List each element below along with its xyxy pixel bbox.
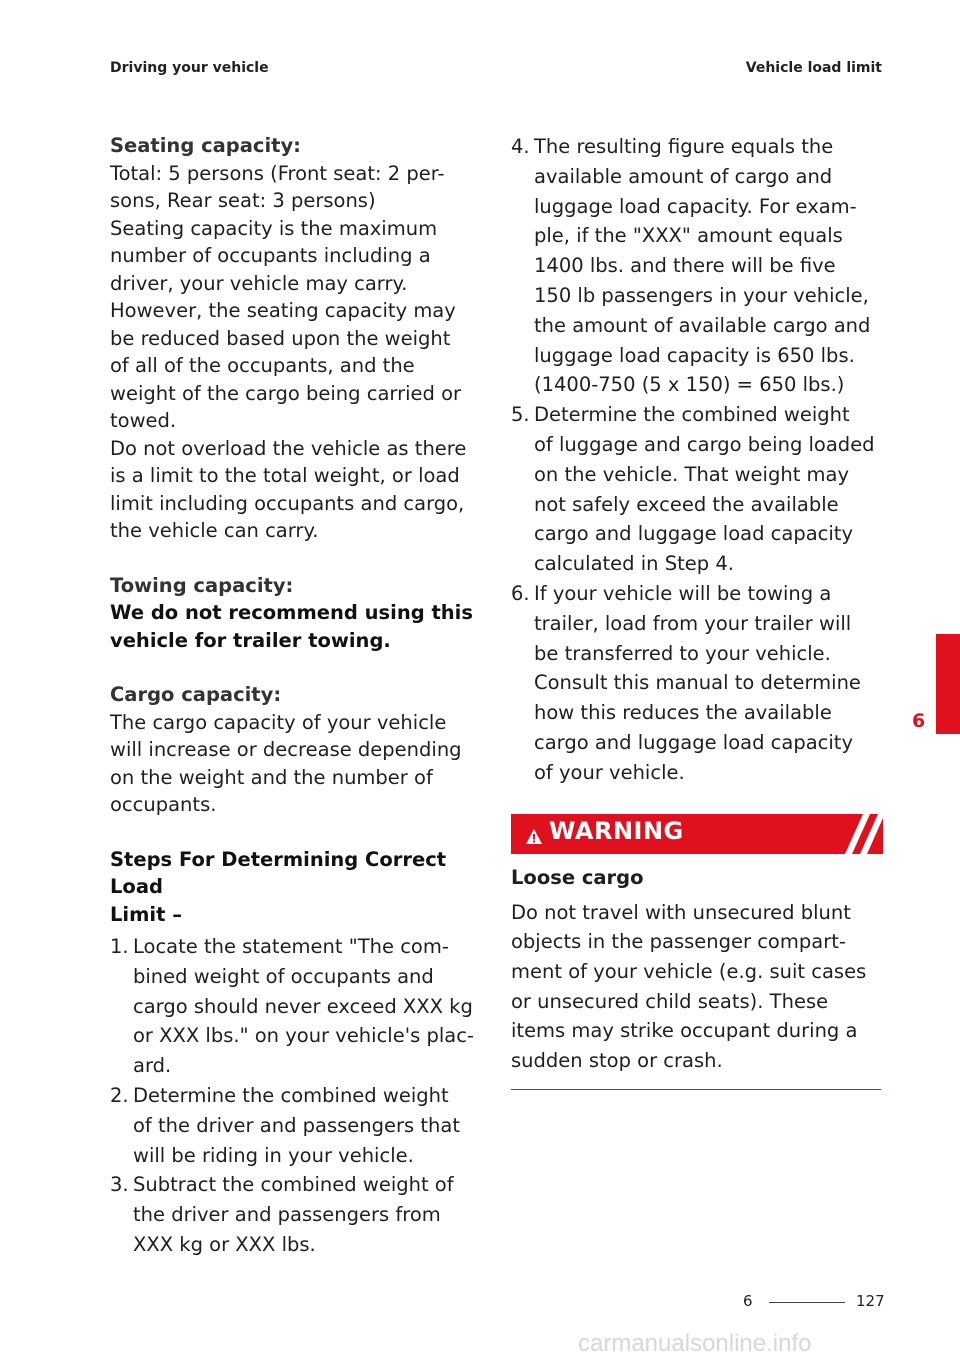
warning-line: items may strike occupant during a [511, 1019, 858, 1043]
seating-line: number of occupants including a [110, 244, 431, 267]
list-item [110, 1170, 478, 1259]
seating-line: driver, your vehicle may carry. [110, 271, 408, 295]
running-header-section: Driving your vehicle [110, 60, 269, 76]
step-line: cargo and luggage load capacity [534, 522, 853, 546]
step-line: the driver and passengers from [133, 1203, 441, 1227]
step-line: of your vehicle. [534, 760, 685, 784]
running-header-topic: Vehicle load limit [745, 60, 882, 76]
steps-heading: Limit – [110, 902, 182, 926]
towing-line: vehicle for trailer towing. [110, 628, 391, 652]
warning-line: or unsecured child seats). These [511, 989, 829, 1013]
footer-page-number: 127 [856, 1292, 885, 1310]
step-line: trailer, load from your trailer will [534, 611, 852, 635]
step-line: luggage load capacity is 650 lbs. [534, 343, 855, 367]
left-column [110, 132, 478, 1260]
step-line: (1400-750 (5 x 150) = 650 lbs.) [534, 373, 845, 397]
step-line: 1400 lbs. and there will be five [534, 254, 836, 278]
step-number: 4. [511, 135, 530, 158]
step-line: 150 lb passengers in your vehicle, [534, 283, 869, 307]
list-item [110, 1081, 478, 1170]
seating-line: weight of the cargo being carried or [110, 381, 462, 405]
slash-decoration-icon [823, 814, 883, 854]
step-line: the amount of available cargo and [534, 313, 871, 337]
footer-divider [769, 1302, 845, 1303]
right-column [511, 132, 883, 1090]
step-number: 2. [110, 1083, 129, 1107]
warning-body [511, 898, 883, 1076]
cargo-line: will increase or decrease depending [110, 738, 462, 761]
step-line: not safely exceed the available [534, 492, 839, 516]
step-line: ard. [133, 1054, 172, 1078]
step-line: will be riding in your vehicle. [133, 1143, 414, 1167]
step-line: If your vehicle will be towing a [534, 581, 832, 605]
warning-line: Do not travel with unsecured blunt [511, 900, 851, 924]
step-line: calculated in Step 4. [534, 552, 734, 576]
step-line: Consult this manual to determine [534, 671, 861, 695]
seating-line: Do not overload the vehicle as there [110, 436, 467, 460]
towing-line: We do not recommend using this [110, 601, 473, 624]
seating-line: However, the seating capacity may [110, 299, 456, 322]
seating-line: sons, Rear seat: 3 persons) [110, 189, 376, 212]
seating-line: towed. [110, 409, 177, 432]
warning-title: Loose cargo [511, 865, 644, 889]
step-line: be transferred to your vehicle. [534, 641, 831, 665]
steps-list-right [511, 132, 883, 788]
warning-end-rule [511, 1089, 881, 1090]
steps-list-left [110, 932, 478, 1260]
step-line: ple, if the "XXX" amount equals [534, 224, 843, 248]
step-line: of luggage and cargo being loaded [534, 432, 875, 456]
seating-body [110, 160, 478, 545]
step-number: 1. [110, 935, 129, 958]
step-line: Locate the statement "The com- [133, 935, 449, 958]
seating-line: limit including occupants and cargo, [110, 491, 465, 515]
warning-line: ment of your vehicle (e.g. suit cases [511, 959, 867, 983]
seating-line: Seating capacity is the maximum [110, 216, 438, 240]
list-item [511, 132, 883, 400]
step-line: available amount of cargo and [534, 164, 833, 188]
cargo-line: occupants. [110, 793, 217, 816]
step-line: or XXX lbs." on your vehicle's plac- [133, 1024, 474, 1048]
cargo-line: The cargo capacity of your vehicle [110, 710, 447, 734]
step-line: Determine the combined weight [534, 403, 850, 427]
step-line: Subtract the combined weight of [133, 1173, 454, 1197]
seating-line: Total: 5 persons (Front seat: 2 per- [110, 161, 445, 185]
seating-line: is a limit to the total weight, or load [110, 464, 460, 487]
step-line: how this reduces the available [534, 701, 832, 725]
step-line: on the vehicle. That weight may [534, 462, 850, 486]
cargo-line: on the weight and the number of [110, 765, 433, 789]
list-item [511, 579, 883, 788]
seating-heading: Seating capacity: [110, 134, 301, 157]
steps-heading: Steps For Determining Correct Load [110, 847, 447, 898]
step-line: cargo and luggage load capacity [534, 730, 853, 754]
footer-chapter-number: 6 [743, 1292, 753, 1310]
cargo-heading: Cargo capacity: [110, 683, 282, 706]
towing-heading: Towing capacity: [110, 573, 294, 597]
warning-line: sudden stop or crash. [511, 1049, 723, 1073]
step-line: luggage load capacity. For exam- [534, 194, 857, 218]
seating-line: of all of the occupants, and the [110, 354, 415, 377]
step-line: The resulting figure equals the [534, 135, 834, 158]
step-line: bined weight of occupants and [133, 964, 434, 988]
list-item [511, 400, 883, 579]
step-number: 6. [511, 581, 530, 605]
warning-triangle-icon [525, 825, 543, 853]
step-line: XXX kg or XXX lbs. [133, 1232, 316, 1256]
step-line: of the driver and passengers that [133, 1113, 460, 1137]
step-number: 5. [511, 403, 530, 427]
warning-label: WARNING [549, 816, 684, 845]
seating-line: be reduced based upon the weight [110, 326, 451, 350]
seating-line: the vehicle can carry. [110, 519, 319, 542]
chapter-side-tab [936, 634, 960, 734]
warning-banner [511, 814, 883, 854]
watermark: carmanualsonline.info [578, 1330, 812, 1357]
step-number: 3. [110, 1173, 129, 1197]
warning-line: objects in the passenger compart- [511, 930, 846, 954]
list-item [110, 932, 478, 1081]
step-line: Determine the combined weight [133, 1083, 449, 1107]
step-line: cargo should never exceed XXX kg [133, 994, 473, 1018]
chapter-side-number: 6 [912, 710, 926, 732]
